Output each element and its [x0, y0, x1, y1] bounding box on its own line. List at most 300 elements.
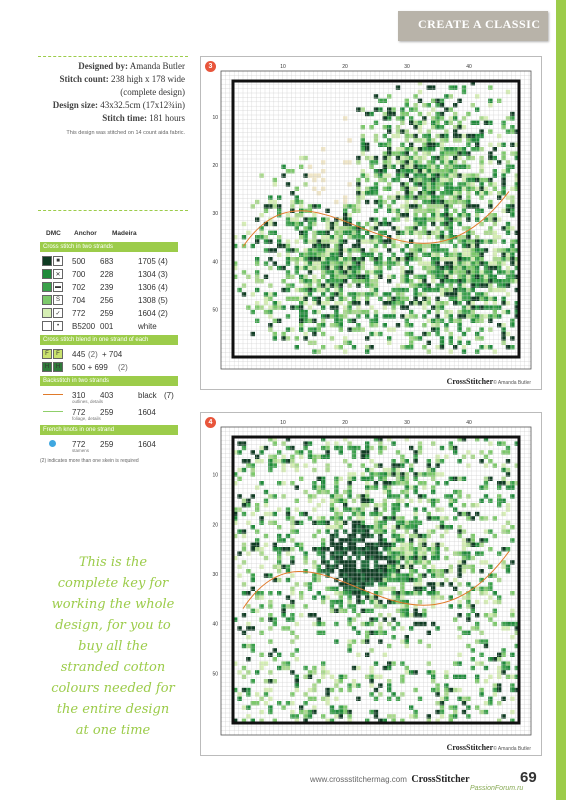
- stitch-cell: [497, 657, 501, 661]
- stitch-cell: [427, 499, 431, 503]
- stitch-cell: [347, 341, 351, 345]
- stitch-cell: [361, 107, 365, 111]
- stitch-cell: [435, 156, 439, 160]
- stitch-cell: [462, 697, 466, 701]
- stitch-cell: [457, 301, 461, 305]
- stitch-cell: [449, 94, 453, 98]
- stitch-cell: [339, 710, 343, 714]
- stitch-cell: [251, 204, 255, 208]
- stitch-cell: [356, 666, 360, 670]
- stitch-cell: [396, 578, 400, 582]
- stitch-cell: [295, 468, 299, 472]
- stitch-cell: [365, 481, 369, 485]
- stitch-cell: [471, 204, 475, 208]
- stitch-cell: [334, 314, 338, 318]
- stitch-cell: [334, 248, 338, 252]
- stitch-cell: [268, 310, 272, 314]
- stitch-cell: [409, 301, 413, 305]
- stitch-cell: [299, 455, 303, 459]
- stitch-cell: [356, 512, 360, 516]
- stitch-cell: [449, 569, 453, 573]
- stitch-cell: [369, 468, 373, 472]
- stitch-cell: [374, 551, 378, 555]
- stitch-cell: [484, 248, 488, 252]
- stitch-cell: [383, 490, 387, 494]
- stitch-cell: [431, 261, 435, 265]
- stitch-cell: [334, 534, 338, 538]
- stitch-cell: [383, 178, 387, 182]
- stitch-cell: [383, 160, 387, 164]
- stitch-cell: [396, 244, 400, 248]
- stitch-cell: [356, 239, 360, 243]
- stitch-cell: [405, 275, 409, 279]
- stitch-cell: [251, 609, 255, 613]
- stitch-cell: [413, 516, 417, 520]
- stitch-cell: [418, 217, 422, 221]
- stitch-cell: [352, 512, 356, 516]
- stitch-cell: [431, 327, 435, 331]
- stitch-cell: [457, 327, 461, 331]
- stitch-cell: [453, 85, 457, 89]
- stitch-cell: [374, 543, 378, 547]
- cross-rows: [40, 255, 178, 333]
- stitch-cell: [383, 472, 387, 476]
- stitch-cell: [457, 217, 461, 221]
- stitch-cell: [303, 701, 307, 705]
- stitch-cell: [378, 521, 382, 525]
- stitch-cell: [321, 560, 325, 564]
- stitch-cell: [343, 675, 347, 679]
- stitch-cell: [431, 565, 435, 569]
- stitch-cell: [457, 551, 461, 555]
- stitch-cell: [431, 266, 435, 270]
- stitch-cell: [273, 463, 277, 467]
- stitch-cell: [484, 494, 488, 498]
- stitch-cell: [466, 301, 470, 305]
- stitch-cell: [462, 297, 466, 301]
- stitch-cell: [290, 538, 294, 542]
- stitch-cell: [347, 688, 351, 692]
- stitch-cell: [391, 178, 395, 182]
- stitch-cell: [273, 200, 277, 204]
- stitch-cell: [431, 503, 435, 507]
- stitch-cell: [444, 516, 448, 520]
- stitch-cell: [409, 169, 413, 173]
- stitch-cell: [435, 143, 439, 147]
- stitch-cell: [479, 305, 483, 309]
- stitch-cell: [317, 516, 321, 520]
- stitch-cell: [361, 248, 365, 252]
- stitch-cell: [325, 314, 329, 318]
- stitch-cell: [396, 297, 400, 301]
- stitch-cell: [325, 288, 329, 292]
- stitch-cell: [506, 209, 510, 213]
- stitch-cell: [378, 261, 382, 265]
- stitch-cell: [339, 248, 343, 252]
- stitch-cell: [479, 587, 483, 591]
- stitch-cell: [493, 591, 497, 595]
- stitch-cell: [471, 248, 475, 252]
- stitch-cell: [317, 257, 321, 261]
- stitch-cell: [440, 283, 444, 287]
- stitch-cell: [295, 200, 299, 204]
- stitch-cell: [365, 639, 369, 643]
- stitch-cell: [352, 270, 356, 274]
- stitch-cell: [479, 653, 483, 657]
- stitch-cell: [484, 270, 488, 274]
- stitch-cell: [352, 525, 356, 529]
- stitch-cell: [317, 297, 321, 301]
- stitch-cell: [471, 455, 475, 459]
- stitch-cell: [488, 450, 492, 454]
- stitch-cell: [317, 679, 321, 683]
- stitch-cell: [308, 292, 312, 296]
- stitch-cell: [457, 459, 461, 463]
- stitch-cell: [501, 248, 505, 252]
- stitch-cell: [466, 266, 470, 270]
- stitch-cell: [431, 143, 435, 147]
- stitch-cell: [501, 622, 505, 626]
- stitch-cell: [374, 191, 378, 195]
- stitch-cell: [449, 195, 453, 199]
- stitch-cell: [369, 472, 373, 476]
- swatch-symbol: ✓: [53, 308, 63, 318]
- stitch-cell: [365, 275, 369, 279]
- stitch-cell: [374, 661, 378, 665]
- stitch-cell: [321, 547, 325, 551]
- stitch-cell: [510, 112, 514, 116]
- stitch-cell: [510, 345, 514, 349]
- stitch-cell: [334, 516, 338, 520]
- stitch-cell: [365, 310, 369, 314]
- stitch-cell: [427, 253, 431, 257]
- stitch-cell: [343, 151, 347, 155]
- stitch-cell: [264, 490, 268, 494]
- stitch-cell: [361, 472, 365, 476]
- stitch-cell: [413, 591, 417, 595]
- stitch-cell: [471, 657, 475, 661]
- stitch-cell: [343, 248, 347, 252]
- stitch-cell: [471, 178, 475, 182]
- stitch-cell: [435, 499, 439, 503]
- stitch-cell: [383, 666, 387, 670]
- stitch-cell: [444, 692, 448, 696]
- stitch-cell: [339, 556, 343, 560]
- stitch-cell: [396, 565, 400, 569]
- stitch-cell: [295, 679, 299, 683]
- stitch-cell: [413, 213, 417, 217]
- stitch-cell: [352, 319, 356, 323]
- stitch-cell: [444, 235, 448, 239]
- stitch-cell: [405, 332, 409, 336]
- stitch-cell: [510, 248, 514, 252]
- stitch-cell: [352, 244, 356, 248]
- side-tick-label: 10: [212, 115, 218, 122]
- stitch-cell: [259, 653, 263, 657]
- stitch-cell: [400, 151, 404, 155]
- stitch-cell: [405, 213, 409, 217]
- stitch-cell: [352, 446, 356, 450]
- chart-brand: CrossStitcher: [446, 743, 494, 752]
- stitch-cell: [330, 323, 334, 327]
- stitch-cell: [409, 613, 413, 617]
- stitch-cell: [444, 217, 448, 221]
- stitch-cell: [510, 165, 514, 169]
- key-anchor: 239: [100, 283, 114, 292]
- stitch-cell: [330, 275, 334, 279]
- stitch-cell: [352, 165, 356, 169]
- stitch-cell: [378, 538, 382, 542]
- stitch-cell: [462, 239, 466, 243]
- stitch-cell: [308, 165, 312, 169]
- stitch-cell: [299, 266, 303, 270]
- stitch-cell: [488, 121, 492, 125]
- stitch-cell: [295, 683, 299, 687]
- stitch-cell: [444, 310, 448, 314]
- stitch-cell: [290, 283, 294, 287]
- stitch-cell: [246, 670, 250, 674]
- stitch-cell: [325, 301, 329, 305]
- stitch-cell: [387, 125, 391, 129]
- stitch-cell: [444, 134, 448, 138]
- stitch-cell: [387, 569, 391, 573]
- stitch-cell: [321, 516, 325, 520]
- stitch-cell: [259, 450, 263, 454]
- stitch-cell: [405, 191, 409, 195]
- stitch-cell: [422, 613, 426, 617]
- stitch-cell: [506, 332, 510, 336]
- stitch-cell: [471, 543, 475, 547]
- stitch-cell: [479, 499, 483, 503]
- stitch-cell: [286, 534, 290, 538]
- stitch-cell: [501, 336, 505, 340]
- stitch-cell: [374, 714, 378, 718]
- stitch-cell: [488, 587, 492, 591]
- stitch-cell: [273, 261, 277, 265]
- stitch-cell: [339, 327, 343, 331]
- stitch-cell: [501, 670, 505, 674]
- stitch-cell: [431, 165, 435, 169]
- stitch-cell: [321, 631, 325, 635]
- stitch-cell: [378, 463, 382, 467]
- stitch-cell: [281, 332, 285, 336]
- stitch-cell: [361, 195, 365, 199]
- stitch-cell: [493, 217, 497, 221]
- stitch-cell: [277, 569, 281, 573]
- stitch-cell: [387, 714, 391, 718]
- stitch-cell: [475, 266, 479, 270]
- stitch-cell: [303, 253, 307, 257]
- stitch-cell: [493, 573, 497, 577]
- stitch-cell: [418, 165, 422, 169]
- stitch-cell: [506, 279, 510, 283]
- stitch-cell: [325, 266, 329, 270]
- stitch-cell: [457, 266, 461, 270]
- stitch-cell: [330, 292, 334, 296]
- stitch-cell: [391, 112, 395, 116]
- stitch-cell: [457, 257, 461, 261]
- stitch-cell: [352, 573, 356, 577]
- stitch-cell: [457, 99, 461, 103]
- stitch-cell: [466, 257, 470, 261]
- stitch-cell: [409, 551, 413, 555]
- stitch-cell: [352, 547, 356, 551]
- stitch-cell: [369, 573, 373, 577]
- stitch-cell: [488, 657, 492, 661]
- stitch-cell: [484, 305, 488, 309]
- stitch-cell: [264, 261, 268, 265]
- stitch-cell: [251, 547, 255, 551]
- stitch-cell: [303, 231, 307, 235]
- stitch-cell: [501, 151, 505, 155]
- stitch-cell: [330, 705, 334, 709]
- stitch-cell: [268, 604, 272, 608]
- section-back: Backstitch in two strands: [40, 376, 178, 386]
- stitch-cell: [387, 551, 391, 555]
- stitch-cell: [431, 191, 435, 195]
- stitch-cell: [440, 582, 444, 586]
- stitch-cell: [378, 525, 382, 529]
- stitch-cell: [334, 521, 338, 525]
- stitch-cell: [374, 521, 378, 525]
- stitch-cell: [409, 116, 413, 120]
- stitch-cell: [378, 512, 382, 516]
- stitch-cell: [462, 90, 466, 94]
- stitch-cell: [295, 261, 299, 265]
- stitch-cell: [242, 560, 246, 564]
- stitch-cell: [510, 525, 514, 529]
- stitch-cell: [356, 279, 360, 283]
- stitch-cell: [259, 173, 263, 177]
- stitch-cell: [466, 191, 470, 195]
- count-label: Stitch count:: [59, 74, 109, 84]
- stitch-cell: [427, 204, 431, 208]
- stitch-cell: [383, 569, 387, 573]
- stitch-cell: [462, 125, 466, 129]
- stitch-cell: [435, 710, 439, 714]
- stitch-cell: [493, 173, 497, 177]
- stitch-cell: [317, 187, 321, 191]
- stitch-cell: [479, 261, 483, 265]
- stitch-cell: [251, 701, 255, 705]
- stitch-cell: [418, 450, 422, 454]
- stitch-cell: [330, 283, 334, 287]
- stitch-cell: [409, 556, 413, 560]
- stitch-cell: [325, 231, 329, 235]
- stitch-cell: [242, 468, 246, 472]
- stitch-cell: [352, 301, 356, 305]
- stitch-cell: [409, 310, 413, 314]
- stitch-cell: [352, 626, 356, 630]
- stitch-cell: [484, 297, 488, 301]
- stitch-cell: [383, 543, 387, 547]
- stitch-cell: [400, 609, 404, 613]
- stitch-cell: [471, 288, 475, 292]
- stitch-cell: [251, 644, 255, 648]
- stitch-cell: [462, 556, 466, 560]
- stitch-cell: [295, 217, 299, 221]
- stitch-cell: [440, 213, 444, 217]
- stitch-cell: [361, 551, 365, 555]
- stitch-cell: [418, 472, 422, 476]
- stitch-cell: [431, 99, 435, 103]
- stitch-cell: [317, 327, 321, 331]
- stitch-cell: [449, 178, 453, 182]
- stitch-cell: [471, 648, 475, 652]
- stitch-cell: [356, 323, 360, 327]
- blend-skeins: (2): [88, 350, 98, 359]
- stitch-cell: [497, 578, 501, 582]
- stitch-cell: [246, 635, 250, 639]
- stitch-cell: [501, 301, 505, 305]
- stitch-cell: [457, 151, 461, 155]
- stitch-cell: [374, 235, 378, 239]
- stitch-cell: [391, 529, 395, 533]
- key-note-small: foliage, details: [72, 416, 101, 421]
- stitch-cell: [440, 472, 444, 476]
- stitch-cell: [391, 534, 395, 538]
- stitch-cell: [422, 169, 426, 173]
- stitch-cell: [334, 551, 338, 555]
- stitch-cell: [453, 151, 457, 155]
- stitch-cell: [251, 292, 255, 296]
- stitch-cell: [339, 283, 343, 287]
- stitch-cell: [334, 529, 338, 533]
- stitch-cell: [383, 239, 387, 243]
- blend-text: 500 + 699: [72, 363, 108, 372]
- stitch-cell: [246, 692, 250, 696]
- stitch-cell: [378, 565, 382, 569]
- stitch-cell: [418, 283, 422, 287]
- stitch-cell: [242, 547, 246, 551]
- stitch-cell: [435, 626, 439, 630]
- stitch-cell: [237, 626, 241, 630]
- stitch-cell: [387, 341, 391, 345]
- stitch-cell: [343, 569, 347, 573]
- stitch-cell: [479, 485, 483, 489]
- stitch-cell: [325, 463, 329, 467]
- stitch-cell: [369, 165, 373, 169]
- stitch-cell: [501, 239, 505, 243]
- stitch-cell: [493, 613, 497, 617]
- stitch-cell: [242, 582, 246, 586]
- stitch-cell: [365, 173, 369, 177]
- stitch-cell: [506, 292, 510, 296]
- stitch-cell: [466, 138, 470, 142]
- stitch-cell: [321, 670, 325, 674]
- stitch-cell: [449, 182, 453, 186]
- stitch-cell: [356, 551, 360, 555]
- stitch-cell: [449, 494, 453, 498]
- stitch-cell: [457, 613, 461, 617]
- stitch-cell: [431, 556, 435, 560]
- stitch-cell: [308, 587, 312, 591]
- stitch-cell: [396, 503, 400, 507]
- stitch-cell: [471, 156, 475, 160]
- stitch-cell: [365, 446, 369, 450]
- stitch-cell: [378, 556, 382, 560]
- stitch-cell: [251, 525, 255, 529]
- stitch-cell: [334, 507, 338, 511]
- stitch-cell: [510, 481, 514, 485]
- stitch-cell: [405, 209, 409, 213]
- stitch-cell: [405, 112, 409, 116]
- stitch-cell: [484, 613, 488, 617]
- stitch-cell: [303, 710, 307, 714]
- stitch-cell: [391, 257, 395, 261]
- stitch-cell: [383, 314, 387, 318]
- stitch-cell: [405, 244, 409, 248]
